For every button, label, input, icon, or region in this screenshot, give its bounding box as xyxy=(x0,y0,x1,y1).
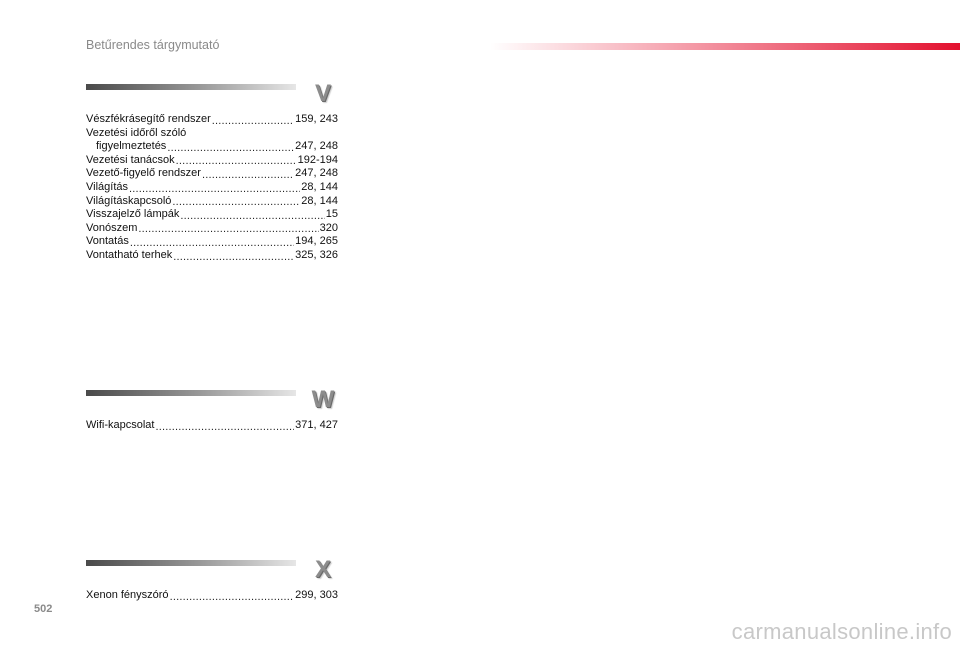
index-pages: 15 xyxy=(325,208,338,221)
index-entry xyxy=(86,181,338,195)
dot-leader xyxy=(130,238,294,249)
section-divider xyxy=(86,560,296,566)
index-entry xyxy=(86,140,338,154)
dot-leader xyxy=(172,197,300,208)
index-term: Világításkapcsoló xyxy=(86,194,172,207)
index-pages: 299, 303 xyxy=(295,589,338,601)
index-term: Vontatás xyxy=(86,235,129,248)
index-term: Vonószem xyxy=(86,221,138,234)
index-entry xyxy=(86,235,338,249)
section-divider xyxy=(86,84,296,90)
header-accent-bar xyxy=(490,43,960,50)
index-term: Világítás xyxy=(86,180,128,193)
index-pages: 159, 243 xyxy=(295,113,338,125)
index-term: Vészfékrásegítő rendszer xyxy=(86,113,211,125)
index-entry xyxy=(86,249,338,263)
index-pages: 371, 427 xyxy=(295,419,338,431)
index-pages: 28, 144 xyxy=(301,180,338,193)
index-entries xyxy=(86,419,338,433)
index-entry xyxy=(86,208,338,222)
index-term: Wifi-kapcsolat xyxy=(86,419,155,431)
dot-leader xyxy=(129,184,300,195)
index-entry xyxy=(86,154,338,168)
section-letter-v: V xyxy=(314,80,331,107)
dot-leader xyxy=(173,252,294,263)
dot-leader xyxy=(176,156,297,167)
index-term: figyelmeztetés xyxy=(96,140,167,153)
index-entry xyxy=(86,222,338,236)
section-letter-w: W xyxy=(311,386,335,413)
page-header-title: Betűrendes tárgymutató xyxy=(86,38,220,52)
index-entries xyxy=(86,589,338,603)
dot-leader xyxy=(170,592,295,603)
watermark: carmanualsonline.info xyxy=(731,619,952,644)
index-entry xyxy=(86,589,338,603)
index-entry xyxy=(86,419,338,433)
index-term: Vezető-figyelő rendszer xyxy=(86,167,201,180)
index-pages: 28, 144 xyxy=(301,194,338,207)
dot-leader xyxy=(202,170,294,181)
index-term: Visszajelző lámpák xyxy=(86,208,180,221)
section-divider xyxy=(86,390,296,396)
index-entry xyxy=(86,195,338,209)
dot-leader xyxy=(180,211,324,222)
index-pages: 247, 248 xyxy=(295,167,338,180)
page-number: 502 xyxy=(34,603,53,615)
section-letter-x: X xyxy=(314,556,331,583)
index-pages: 247, 248 xyxy=(295,140,338,153)
index-entries xyxy=(86,113,338,263)
dot-leader xyxy=(212,116,294,127)
index-term: Vontatható terhek xyxy=(86,248,173,261)
index-pages: 192-194 xyxy=(297,153,338,166)
index-entry xyxy=(86,167,338,181)
dot-leader xyxy=(155,422,294,433)
index-pages: 320 xyxy=(319,221,338,234)
dot-leader xyxy=(138,224,318,235)
dot-leader xyxy=(167,143,294,154)
index-term-first-line: Vezetési időről szóló xyxy=(86,126,187,139)
index-pages: 194, 265 xyxy=(295,235,338,248)
index-term: Xenon fényszóró xyxy=(86,589,169,601)
index-pages: 325, 326 xyxy=(295,248,338,261)
index-entry xyxy=(86,113,338,127)
index-term: Vezetési tanácsok xyxy=(86,153,175,166)
